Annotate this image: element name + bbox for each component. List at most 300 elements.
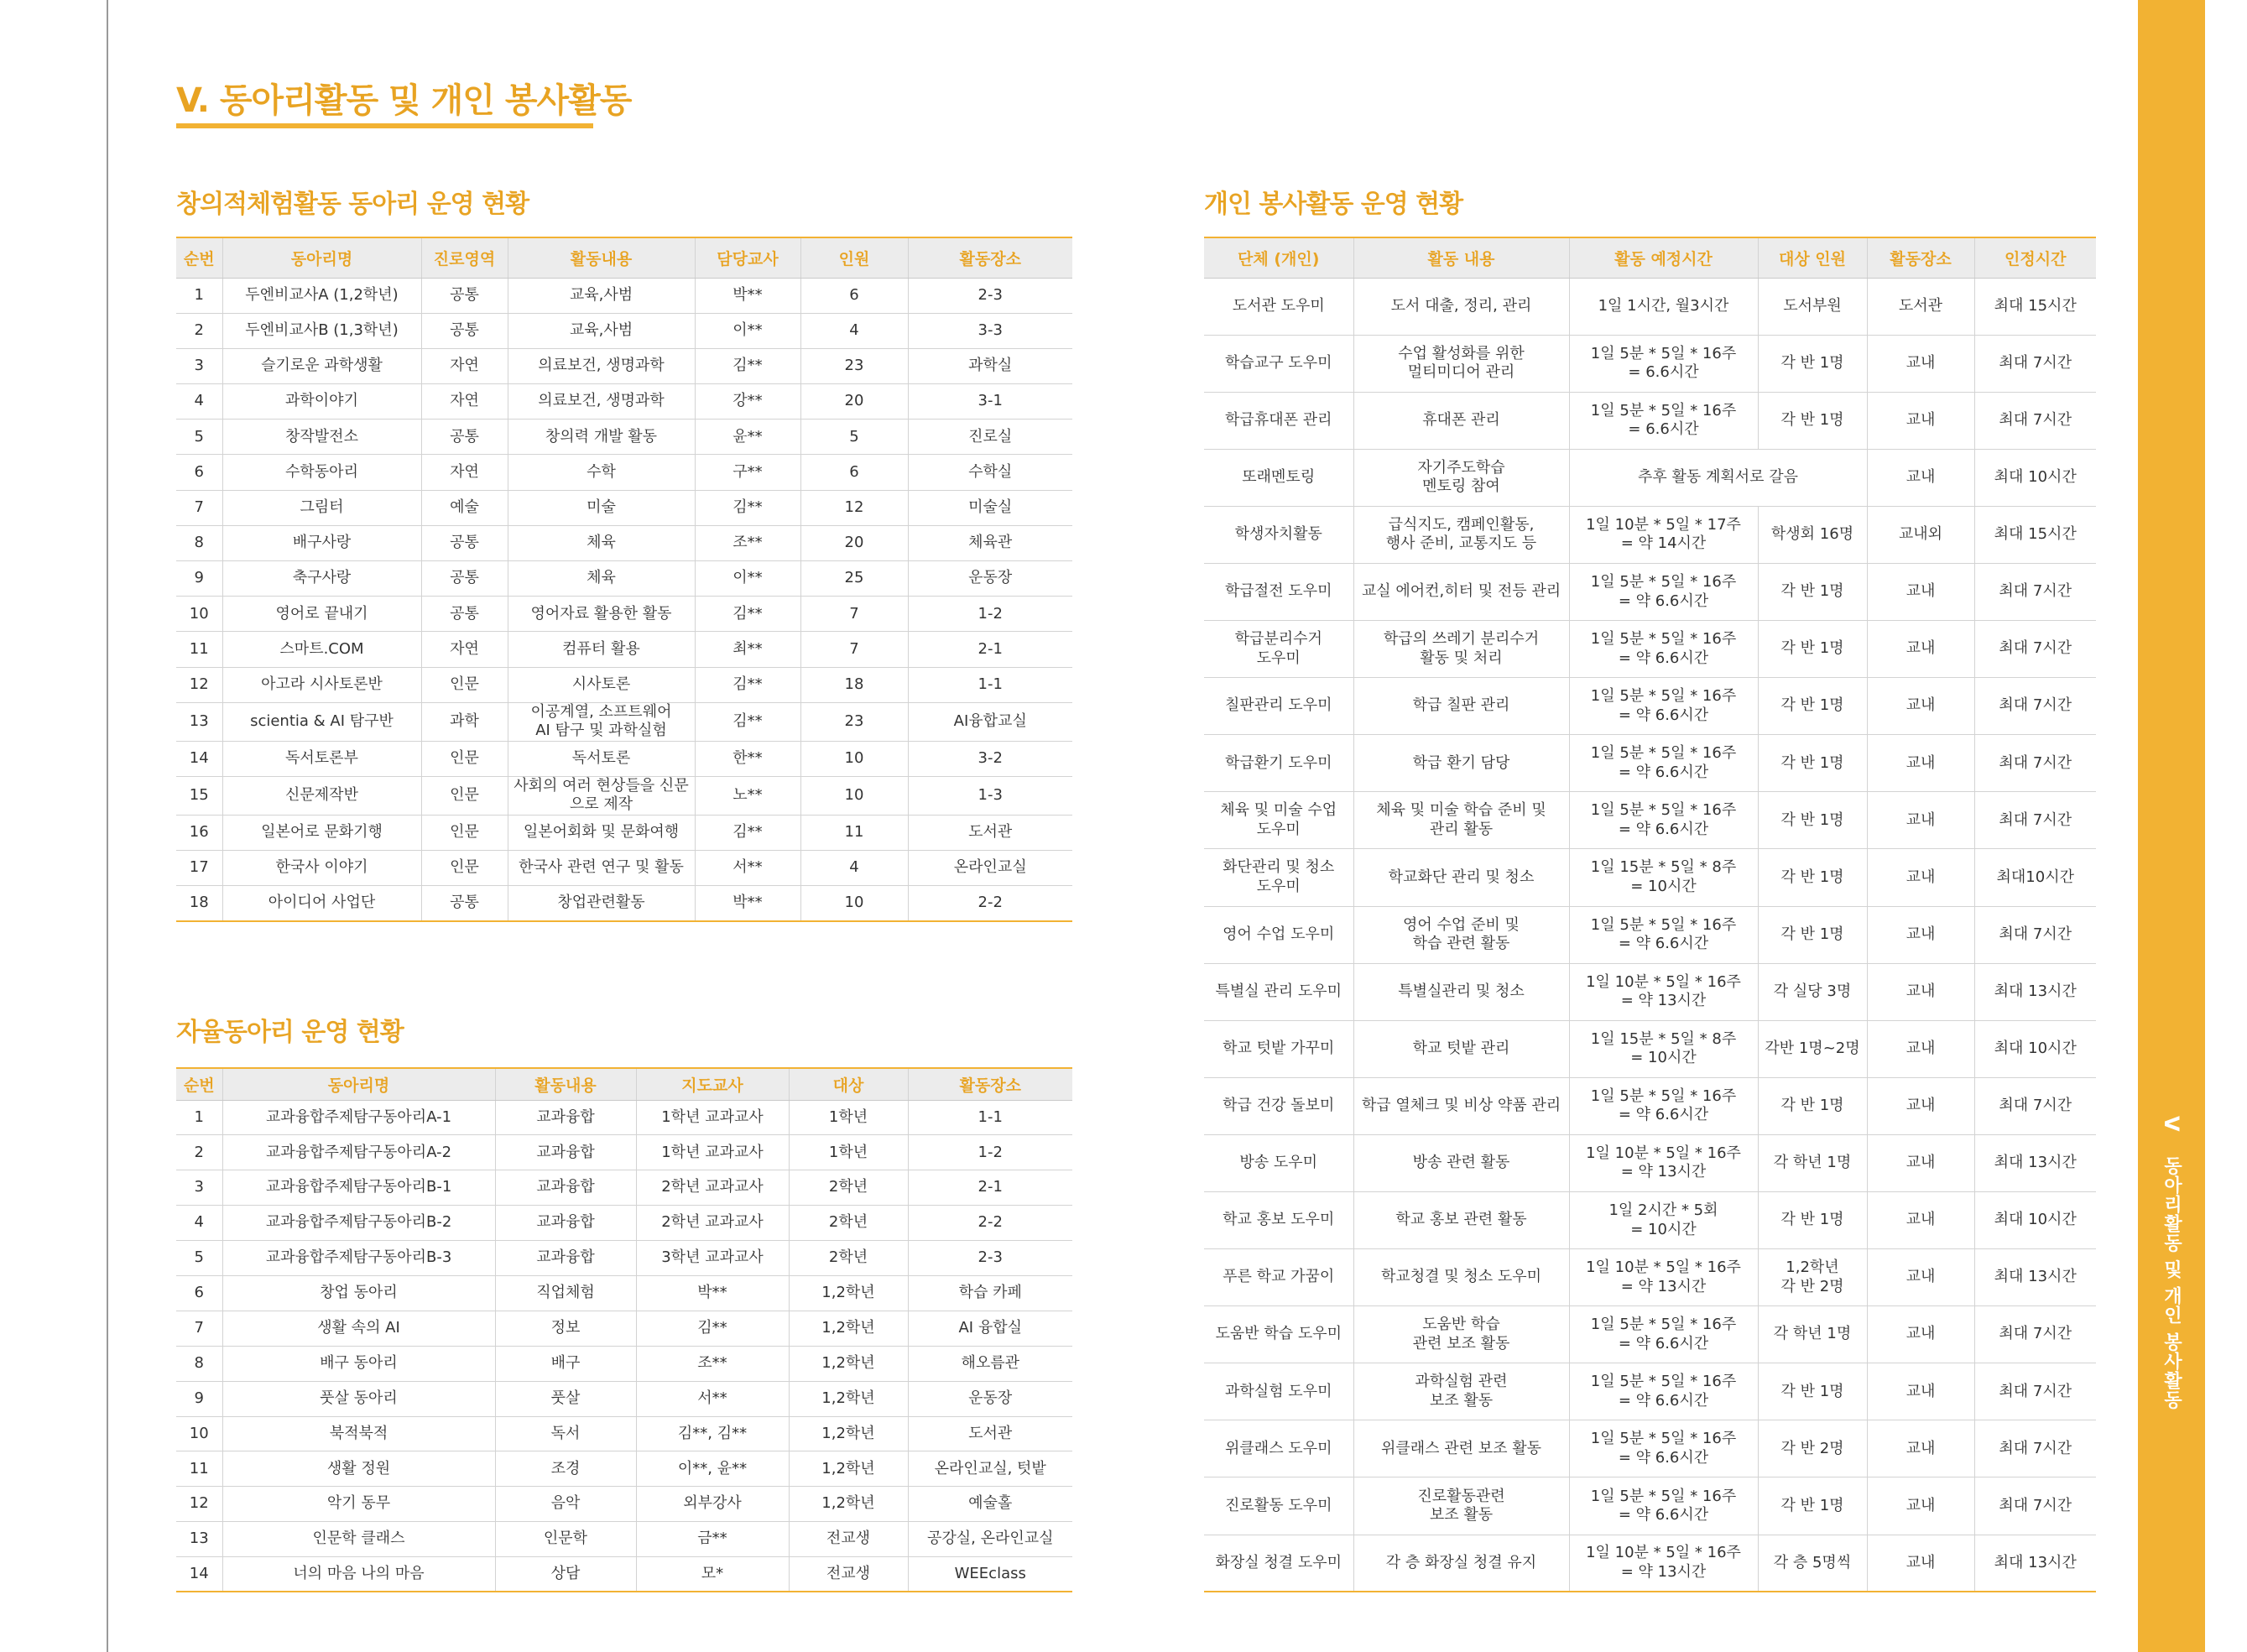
table-cell: 교내 (1867, 449, 1974, 506)
table-cell: 1일 5분 * 5일 * 16주 = 약 6.6시간 (1569, 678, 1758, 735)
table-cell: 1일 1시간, 월3시간 (1569, 278, 1758, 335)
table-cell: 23 (800, 702, 908, 741)
table-cell: 수업 활성화를 위한 멀티미디어 관리 (1353, 335, 1569, 392)
table-cell: 1,2학년 (789, 1381, 908, 1416)
table-row (176, 490, 1072, 525)
table-cell: 자연 (421, 455, 508, 490)
volunteer-header-cell: 활동장소 (1867, 237, 1974, 278)
table-cell: 7 (800, 597, 908, 632)
table-cell: 12 (176, 667, 222, 702)
table-row (176, 384, 1072, 420)
club-header-cell: 순번 (176, 237, 222, 278)
table-cell: 학습교구 도우미 (1204, 335, 1353, 392)
table-row (176, 597, 1072, 632)
table-cell: 인문 (421, 741, 508, 776)
self-club-table (176, 1067, 1072, 1592)
table-row (176, 1557, 1072, 1592)
table-cell: 인문 (421, 851, 508, 886)
table-cell: 2-1 (908, 1170, 1072, 1206)
table-cell: 1-3 (908, 776, 1072, 815)
table-cell: 금** (636, 1522, 789, 1557)
table-cell: 2학년 (789, 1241, 908, 1276)
table-row (176, 632, 1072, 667)
table-cell: 10 (176, 1416, 222, 1451)
table-cell: 1,2학년 각 반 2명 (1758, 1249, 1867, 1306)
table-row (1204, 392, 2096, 449)
table-cell: 체육 및 미술 학습 준비 및 관리 활동 (1353, 792, 1569, 849)
table-cell: 1일 10분 * 5일 * 16주 = 약 13시간 (1569, 1535, 1758, 1592)
table-cell: 북적북적 (222, 1416, 495, 1451)
table-cell: 1 (176, 1100, 222, 1135)
table-cell: 영어 수업 도우미 (1204, 906, 1353, 963)
table-cell: 강** (695, 384, 800, 420)
table-cell: 교과융합 (495, 1170, 636, 1206)
table-row (176, 1135, 1072, 1170)
table-cell: 1일 5분 * 5일 * 16주 = 약 6.6시간 (1569, 792, 1758, 849)
table-cell: 최대 10시간 (1974, 1020, 2096, 1077)
table-cell: 9 (176, 1381, 222, 1416)
table-cell: 2학년 교과교사 (636, 1170, 789, 1206)
table-cell: 진로실 (908, 420, 1072, 455)
table-row (176, 561, 1072, 597)
table-cell: 박** (695, 886, 800, 921)
table-row (176, 313, 1072, 348)
table-cell: 최대 15시간 (1974, 278, 2096, 335)
table-row (1204, 335, 2096, 392)
table-cell: 1학년 (789, 1100, 908, 1135)
table-cell: 또래멘토링 (1204, 449, 1353, 506)
club-header-cell: 담당교사 (695, 237, 800, 278)
table-cell: 7 (800, 632, 908, 667)
table-row (176, 1241, 1072, 1276)
page-title: V. 동아리활동 및 개인 봉사활동 (176, 81, 632, 120)
table-cell: 13 (176, 702, 222, 741)
self_club-header-cell: 대상 (789, 1068, 908, 1100)
table-cell: 전교생 (789, 1557, 908, 1592)
table-cell: 교내외 (1867, 506, 1974, 563)
table-cell: 한국사 관련 연구 및 활동 (508, 851, 695, 886)
table-cell: 교육,사범 (508, 313, 695, 348)
table-cell: 1일 5분 * 5일 * 16주 = 약 6.6시간 (1569, 621, 1758, 678)
volunteer-header-cell: 활동 내용 (1353, 237, 1569, 278)
table-cell: 스마트.COM (222, 632, 421, 667)
table-cell: 휴대폰 관리 (1353, 392, 1569, 449)
table-cell: 조** (636, 1346, 789, 1381)
table-cell: 창업 동아리 (222, 1275, 495, 1311)
table-cell: 교내 (1867, 735, 1974, 792)
chapter-side-tab (2138, 1116, 2205, 1418)
table-cell: 최대 13시간 (1974, 1249, 2096, 1306)
table-cell: 각 층 5명씩 (1758, 1535, 1867, 1592)
table-cell: 2학년 (789, 1170, 908, 1206)
table-cell: 두엔비교사B (1,3학년) (222, 313, 421, 348)
table-cell: 교내 (1867, 1077, 1974, 1134)
table-cell: 최대 7시간 (1974, 1306, 2096, 1363)
table-cell: 18 (800, 667, 908, 702)
table-cell: 1일 5분 * 5일 * 16주 = 6.6시간 (1569, 335, 1758, 392)
table-cell: 교실 에어컨,히터 및 전등 관리 (1353, 563, 1569, 620)
table-cell: 도서 대출, 정리, 관리 (1353, 278, 1569, 335)
table-cell: 독서토론부 (222, 741, 421, 776)
table-cell: 그림터 (222, 490, 421, 525)
table-cell: 공통 (421, 278, 508, 313)
table-cell: 2학년 교과교사 (636, 1206, 789, 1241)
table-cell: 교내 (1867, 1306, 1974, 1363)
table-cell: 도움반 학습 도우미 (1204, 1306, 1353, 1363)
table-cell: 3-3 (908, 313, 1072, 348)
table-cell: 이**, 윤** (636, 1451, 789, 1487)
club-header-row (176, 237, 1072, 278)
table-cell: 서** (636, 1381, 789, 1416)
table-cell: 각 반 1명 (1758, 1363, 1867, 1420)
table-cell: 배구 (495, 1346, 636, 1381)
table-cell: 교내 (1867, 1134, 1974, 1191)
volunteer-body (1204, 278, 2096, 1592)
table-cell: 최대 10시간 (1974, 1192, 2096, 1249)
table-row (176, 1100, 1072, 1135)
table-cell: 8 (176, 525, 222, 560)
table-cell: 최대 7시간 (1974, 1420, 2096, 1477)
table-cell: 17 (176, 851, 222, 886)
table-cell: 배구사랑 (222, 525, 421, 560)
table-cell: 학급 열체크 및 비상 약품 관리 (1353, 1077, 1569, 1134)
table-cell: 진로활동관련 보조 활동 (1353, 1477, 1569, 1535)
table-cell: 방송 도우미 (1204, 1134, 1353, 1191)
table-cell: 1일 10분 * 5일 * 16주 = 약 13시간 (1569, 963, 1758, 1020)
table-cell: 영어자료 활용한 활동 (508, 597, 695, 632)
table-cell: 영어로 끝내기 (222, 597, 421, 632)
table-cell: 김** (695, 702, 800, 741)
table-cell: 각 반 1명 (1758, 849, 1867, 906)
table-cell: 각 반 1명 (1758, 621, 1867, 678)
table-cell: 학급 칠판 관리 (1353, 678, 1569, 735)
table-cell: 1일 5분 * 5일 * 16주 = 6.6시간 (1569, 392, 1758, 449)
table-cell: 2-1 (908, 632, 1072, 667)
table-row (1204, 621, 2096, 678)
table-cell: WEEclass (908, 1557, 1072, 1592)
club-table (176, 237, 1072, 922)
table-cell: 16 (176, 815, 222, 850)
table-cell: 자연 (421, 348, 508, 383)
club-section-title: 창의적체험활동 동아리 운영 현황 (176, 190, 529, 219)
table-cell: 운동장 (908, 561, 1072, 597)
table-row (1204, 1249, 2096, 1306)
table-cell: 인문학 (495, 1522, 636, 1557)
table-row (1204, 278, 2096, 335)
table-row (176, 667, 1072, 702)
table-row (176, 851, 1072, 886)
table-row (176, 1206, 1072, 1241)
table-cell: 4 (176, 384, 222, 420)
table-cell: 3-1 (908, 384, 1072, 420)
table-cell: 학교청결 및 청소 도우미 (1353, 1249, 1569, 1306)
table-cell: 2-2 (908, 1206, 1072, 1241)
table-cell: 1일 5분 * 5일 * 16주 = 약 6.6시간 (1569, 1306, 1758, 1363)
table-cell: 각 학년 1명 (1758, 1134, 1867, 1191)
gutter-line (107, 0, 108, 1652)
table-cell: 공통 (421, 561, 508, 597)
table-cell: 너의 마음 나의 마음 (222, 1557, 495, 1592)
table-cell: 최대 10시간 (1974, 449, 2096, 506)
table-cell: 미술 (508, 490, 695, 525)
table-cell: 교과융합 (495, 1135, 636, 1170)
table-cell: 1-1 (908, 1100, 1072, 1135)
table-cell: 독서토론 (508, 741, 695, 776)
table-cell: 온라인교실 (908, 851, 1072, 886)
table-cell: 컴퓨터 활용 (508, 632, 695, 667)
table-cell: 서** (695, 851, 800, 886)
table-cell: 10 (800, 741, 908, 776)
table-cell: 도서관 (908, 815, 1072, 850)
table-cell: 최대 7시간 (1974, 906, 2096, 963)
table-cell: 5 (176, 420, 222, 455)
table-cell: 11 (176, 632, 222, 667)
table-cell: 1학년 (789, 1135, 908, 1170)
table-cell: 학급환기 도우미 (1204, 735, 1353, 792)
table-cell: 1-1 (908, 667, 1072, 702)
table-cell: 김** (636, 1311, 789, 1346)
table-cell: 7 (176, 1311, 222, 1346)
table-cell: 9 (176, 561, 222, 597)
self-club-body (176, 1100, 1072, 1592)
table-cell: 2-3 (908, 278, 1072, 313)
table-cell: 1일 5분 * 5일 * 16주 = 약 6.6시간 (1569, 906, 1758, 963)
table-cell: 최대 7시간 (1974, 1077, 2096, 1134)
table-cell: 학교 텃밭 가꾸미 (1204, 1020, 1353, 1077)
table-cell: 생활 속의 AI (222, 1311, 495, 1346)
table-cell: 수학동아리 (222, 455, 421, 490)
table-cell: 두엔비교사A (1,2학년) (222, 278, 421, 313)
table-cell: 배구 동아리 (222, 1346, 495, 1381)
table-cell: 창업관련활동 (508, 886, 695, 921)
table-cell: 교내 (1867, 792, 1974, 849)
table-cell: 도서관 (1867, 278, 1974, 335)
table-cell: 학교 텃밭 관리 (1353, 1020, 1569, 1077)
table-cell: 의료보건, 생명과학 (508, 384, 695, 420)
table-cell: 1일 10분 * 5일 * 16주 = 약 13시간 (1569, 1134, 1758, 1191)
table-row (176, 1311, 1072, 1346)
table-cell: 1일 10분 * 5일 * 16주 = 약 13시간 (1569, 1249, 1758, 1306)
table-cell: 3학년 교과교사 (636, 1241, 789, 1276)
table-cell: 과학실험 도우미 (1204, 1363, 1353, 1420)
club-header-cell: 동아리명 (222, 237, 421, 278)
table-cell: 1일 5분 * 5일 * 16주 = 약 6.6시간 (1569, 735, 1758, 792)
table-cell: 각 반 1명 (1758, 1077, 1867, 1134)
table-cell: 교내 (1867, 1477, 1974, 1535)
table-cell: 각 층 화장실 청결 유지 (1353, 1535, 1569, 1592)
table-cell: 조** (695, 525, 800, 560)
table-row (176, 1451, 1072, 1487)
table-row (1204, 1477, 2096, 1535)
table-row (176, 1170, 1072, 1206)
table-cell: 10 (176, 597, 222, 632)
table-cell: 인문 (421, 815, 508, 850)
table-cell: 교과융합 (495, 1241, 636, 1276)
table-cell: 1학년 교과교사 (636, 1100, 789, 1135)
table-row (1204, 1363, 2096, 1420)
table-cell: 12 (176, 1487, 222, 1522)
table-cell: 2 (176, 1135, 222, 1170)
volunteer-section-title: 개인 봉사활동 운영 현황 (1204, 190, 1463, 219)
table-cell: 풋살 (495, 1381, 636, 1416)
table-cell: 최대 7시간 (1974, 1477, 2096, 1535)
table-cell: 각 반 1명 (1758, 335, 1867, 392)
table-cell: 교과융합 (495, 1100, 636, 1135)
table-cell: 5 (800, 420, 908, 455)
table-cell: AI융합교실 (908, 702, 1072, 741)
table-cell: 교내 (1867, 392, 1974, 449)
table-row (176, 1381, 1072, 1416)
table-row (1204, 792, 2096, 849)
table-row (176, 702, 1072, 741)
table-cell: 교내 (1867, 1420, 1974, 1477)
table-row (1204, 735, 2096, 792)
table-cell: 1일 5분 * 5일 * 16주 = 약 6.6시간 (1569, 1420, 1758, 1477)
table-cell: 11 (800, 815, 908, 850)
table-cell: 최대 7시간 (1974, 735, 2096, 792)
table-cell: 신문제작반 (222, 776, 421, 815)
table-cell: 도서관 도우미 (1204, 278, 1353, 335)
table-cell: 교내 (1867, 1249, 1974, 1306)
chapter-number: V (2160, 1116, 2183, 1133)
table-cell: AI 융합실 (908, 1311, 1072, 1346)
table-cell: 급식지도, 캠페인활동, 행사 준비, 교통지도 등 (1353, 506, 1569, 563)
table-row (1204, 563, 2096, 620)
table-cell: 일본어회화 및 문화여행 (508, 815, 695, 850)
table-cell: 직업체험 (495, 1275, 636, 1311)
table-cell: 20 (800, 384, 908, 420)
table-cell: 운동장 (908, 1381, 1072, 1416)
table-cell: 수학 (508, 455, 695, 490)
table-cell: 공통 (421, 313, 508, 348)
table-cell: 7 (176, 490, 222, 525)
table-cell: 1-2 (908, 1135, 1072, 1170)
table-cell: 이** (695, 561, 800, 597)
table-cell: 5 (176, 1241, 222, 1276)
table-row (1204, 906, 2096, 963)
table-cell: 예술 (421, 490, 508, 525)
table-cell: 2-2 (908, 886, 1072, 921)
table-cell: 온라인교실, 텃밭 (908, 1451, 1072, 1487)
table-cell: 노** (695, 776, 800, 815)
table-cell: 1일 5분 * 5일 * 16주 = 약 6.6시간 (1569, 1077, 1758, 1134)
table-cell: 교과융합주제탐구동아리B-2 (222, 1206, 495, 1241)
table-cell: 창작발전소 (222, 420, 421, 455)
table-cell: 1,2학년 (789, 1275, 908, 1311)
table-cell: 도서관 (908, 1416, 1072, 1451)
table-cell: 체육 (508, 525, 695, 560)
table-cell: 최대 7시간 (1974, 335, 2096, 392)
table-cell: 최대 13시간 (1974, 963, 2096, 1020)
table-cell: 학교 홍보 도우미 (1204, 1192, 1353, 1249)
table-cell: 교내 (1867, 563, 1974, 620)
table-cell: 음악 (495, 1487, 636, 1522)
table-cell: 도서부원 (1758, 278, 1867, 335)
table-cell: 1-2 (908, 597, 1072, 632)
table-cell: 최대 7시간 (1974, 678, 2096, 735)
table-cell: 교내 (1867, 849, 1974, 906)
table-cell: 1일 5분 * 5일 * 16주 = 약 6.6시간 (1569, 1477, 1758, 1535)
table-cell: 각 반 2명 (1758, 1420, 1867, 1477)
table-cell: 도움반 학습 관련 보조 활동 (1353, 1306, 1569, 1363)
table-cell: 14 (176, 1557, 222, 1592)
table-cell: 슬기로운 과학생활 (222, 348, 421, 383)
table-row (1204, 1077, 2096, 1134)
table-cell: 위클래스 도우미 (1204, 1420, 1353, 1477)
self_club-header-cell: 동아리명 (222, 1068, 495, 1100)
table-cell: 특별실관리 및 청소 (1353, 963, 1569, 1020)
table-cell: 이공계열, 소프트웨어 AI 탐구 및 과학실험 (508, 702, 695, 741)
table-row (1204, 1134, 2096, 1191)
table-cell: 위클래스 관련 보조 활동 (1353, 1420, 1569, 1477)
table-cell: 학교 홍보 관련 활동 (1353, 1192, 1569, 1249)
table-cell: 과학이야기 (222, 384, 421, 420)
table-cell: 학급분리수거 도우미 (1204, 621, 1353, 678)
table-row (176, 420, 1072, 455)
table-cell: 각 반 1명 (1758, 792, 1867, 849)
table-cell: 교과융합주제탐구동아리B-1 (222, 1170, 495, 1206)
table-cell: 6 (176, 1275, 222, 1311)
table-cell: 시사토론 (508, 667, 695, 702)
table-cell: 김** (695, 815, 800, 850)
table-cell: 23 (800, 348, 908, 383)
table-cell: 김** (695, 667, 800, 702)
table-cell: 1,2학년 (789, 1487, 908, 1522)
volunteer-header-cell: 단체 (개인) (1204, 237, 1353, 278)
table-cell: 교과융합주제탐구동아리A-1 (222, 1100, 495, 1135)
table-cell: 김** (695, 348, 800, 383)
table-cell: 교내 (1867, 621, 1974, 678)
table-cell: 체육관 (908, 525, 1072, 560)
table-row (1204, 963, 2096, 1020)
table-cell: 각 반 1명 (1758, 563, 1867, 620)
table-cell: 자기주도학습 멘토링 참여 (1353, 449, 1569, 506)
volunteer-header-cell: 활동 예정시간 (1569, 237, 1758, 278)
table-row (176, 776, 1072, 815)
table-cell: 20 (800, 525, 908, 560)
table-cell: 3-2 (908, 741, 1072, 776)
table-cell: 진로활동 도우미 (1204, 1477, 1353, 1535)
table-cell: 최대10시간 (1974, 849, 2096, 906)
table-cell: 과학실 (908, 348, 1072, 383)
table-cell: 자연 (421, 632, 508, 667)
table-cell: 각 반 1명 (1758, 392, 1867, 449)
table-cell: 박** (636, 1275, 789, 1311)
table-cell: 김**, 김** (636, 1416, 789, 1451)
table-row (176, 1522, 1072, 1557)
table-cell: 각 반 1명 (1758, 906, 1867, 963)
volunteer-table (1204, 237, 2096, 1592)
table-cell: 체육 및 미술 수업 도우미 (1204, 792, 1353, 849)
table-row (1204, 678, 2096, 735)
table-cell: 1일 10분 * 5일 * 17주 = 약 14시간 (1569, 506, 1758, 563)
table-row (176, 1275, 1072, 1311)
table-cell: 조경 (495, 1451, 636, 1487)
table-cell: 최** (695, 632, 800, 667)
table-cell: 아고라 시사토론반 (222, 667, 421, 702)
table-cell: 13 (176, 1522, 222, 1557)
table-row (1204, 1192, 2096, 1249)
table-cell: 외부강사 (636, 1487, 789, 1522)
page-title-underline (176, 123, 593, 128)
table-cell: 김** (695, 490, 800, 525)
table-row (176, 815, 1072, 850)
table-cell: 2학년 (789, 1206, 908, 1241)
table-cell: 4 (176, 1206, 222, 1241)
table-cell: 공강실, 온라인교실 (908, 1522, 1072, 1557)
table-cell: 공통 (421, 597, 508, 632)
table-cell: 1일 2시간 * 5회 = 10시간 (1569, 1192, 1758, 1249)
